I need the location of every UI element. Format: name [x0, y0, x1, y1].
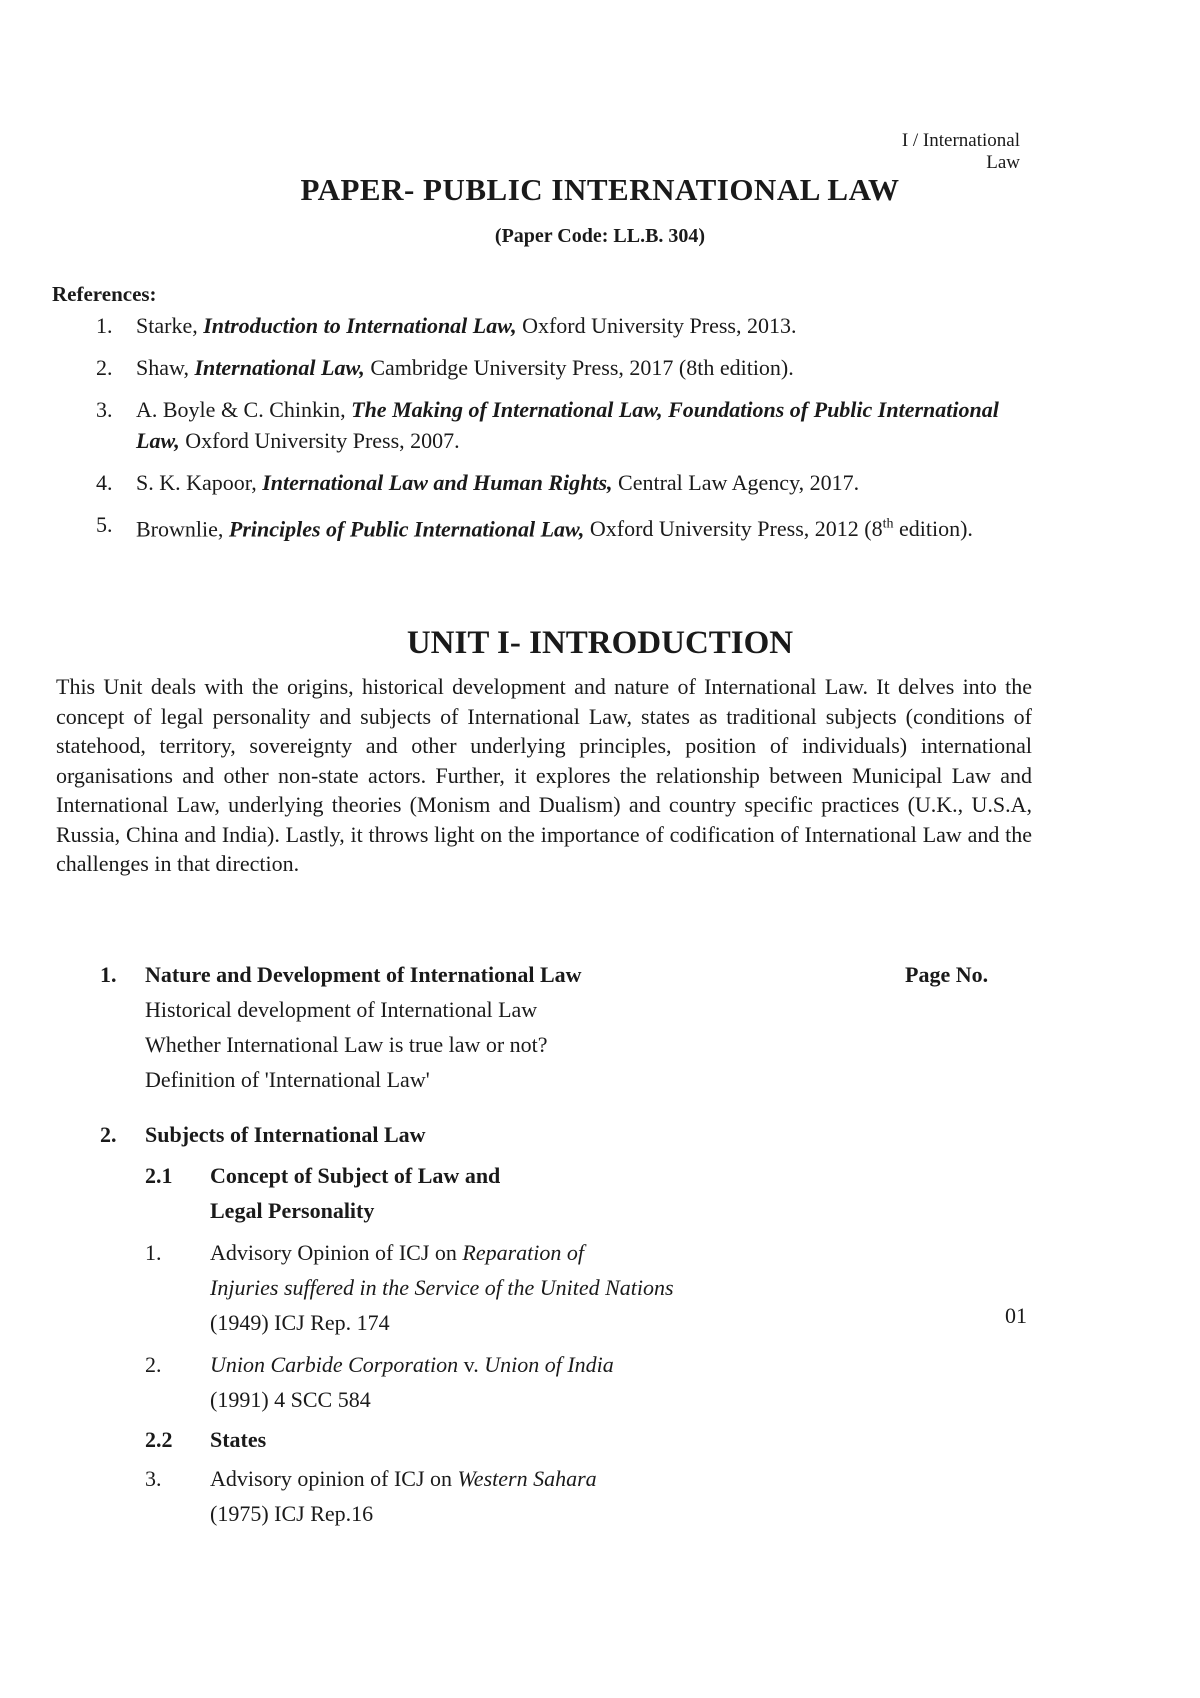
page-no-label: Page No.: [905, 962, 989, 987]
reference-title: Introduction to International Law,: [203, 313, 517, 338]
paper-code: (Paper Code: LL.B. 304): [494, 225, 706, 247]
toc-item: Definition of 'International Law': [145, 1067, 430, 1092]
case-entry: Advisory Opinion of ICJ on Reparation of: [210, 1240, 584, 1265]
case-citation: (1949) ICJ Rep. 174: [210, 1310, 390, 1335]
case-entry: Injuries suffered in the Service of the United Nations: [210, 1275, 674, 1300]
reference-title: The Making of International Law, Foundations of Public International Law,: [136, 397, 999, 453]
toc-item: Whether International Law is true law or not?: [145, 1032, 548, 1057]
reference-title: International Law,: [194, 355, 365, 380]
reference-item: 1. Starke, Introduction to International Law, Oxford University Press, 2013.: [96, 313, 797, 338]
case-number: 2.: [145, 1352, 162, 1377]
section-title: Subjects of International Law: [145, 1122, 426, 1147]
reference-title: Principles of Public International Law,: [228, 516, 585, 542]
subsection-title: Legal Personality: [210, 1198, 375, 1223]
unit-title: UNIT I- INTRODUCTION: [406, 625, 794, 661]
reference-item: 3. A. Boyle & C. Chinkin, The Making of International Law, Foundations of Public International Law, Oxford University Press, 2007.: [96, 397, 999, 453]
running-head: I / International Law: [901, 130, 1020, 173]
subsection-number: 2.1: [145, 1163, 173, 1188]
reference-item: 2. Shaw, International Law, Cambridge University Press, 2017 (8th edition).: [96, 355, 794, 380]
case-citation: (1991) 4 SCC 584: [210, 1387, 371, 1412]
references-heading: References:: [52, 282, 157, 306]
case-entry: Advisory opinion of ICJ on Western Sahara: [210, 1466, 597, 1491]
unit-description: This Unit deals with the origins, historical development and nature of International Law. It delves into the concept of legal personality and subjects of International Law, states as traditional subjects (conditions of statehood, territory, sovereignty and other underlying principles, position of individuals) international organisations and other non-state actors. Further, it explores the relationship between Municipal Law and International Law, underlying theories (Monism and Dualism) and country specific practices (U.K., U.S.A, Russia, China and India). Lastly, it throws light on the importance of codification of International Law and the challenges in that direction.: [56, 674, 1032, 876]
section-number: 2.: [100, 1122, 117, 1147]
case-entry: Union Carbide Corporation v. Union of India: [210, 1352, 614, 1377]
page-number: 01: [1005, 1303, 1027, 1328]
case-number: 3.: [145, 1466, 162, 1491]
reference-item: 5. Brownlie, Principles of Public International Law, Oxford University Press, 2012 (8th edition).: [96, 512, 973, 542]
reference-title: International Law and Human Rights,: [262, 470, 613, 495]
subsection-number: 2.2: [145, 1427, 173, 1452]
section-number: 1.: [100, 962, 117, 987]
subsection-title: Concept of Subject of Law and: [210, 1163, 501, 1188]
reference-item: 4. S. K. Kapoor, International Law and Human Rights, Central Law Agency, 2017.: [96, 470, 860, 495]
section-title: Nature and Development of International Law: [145, 962, 582, 987]
case-number: 1.: [145, 1240, 162, 1265]
subsection-title: States: [210, 1427, 267, 1452]
toc-item: Historical development of International Law: [145, 997, 538, 1022]
case-citation: (1975) ICJ Rep.16: [210, 1501, 374, 1526]
paper-title: PAPER- PUBLIC INTERNATIONAL LAW: [300, 172, 900, 207]
